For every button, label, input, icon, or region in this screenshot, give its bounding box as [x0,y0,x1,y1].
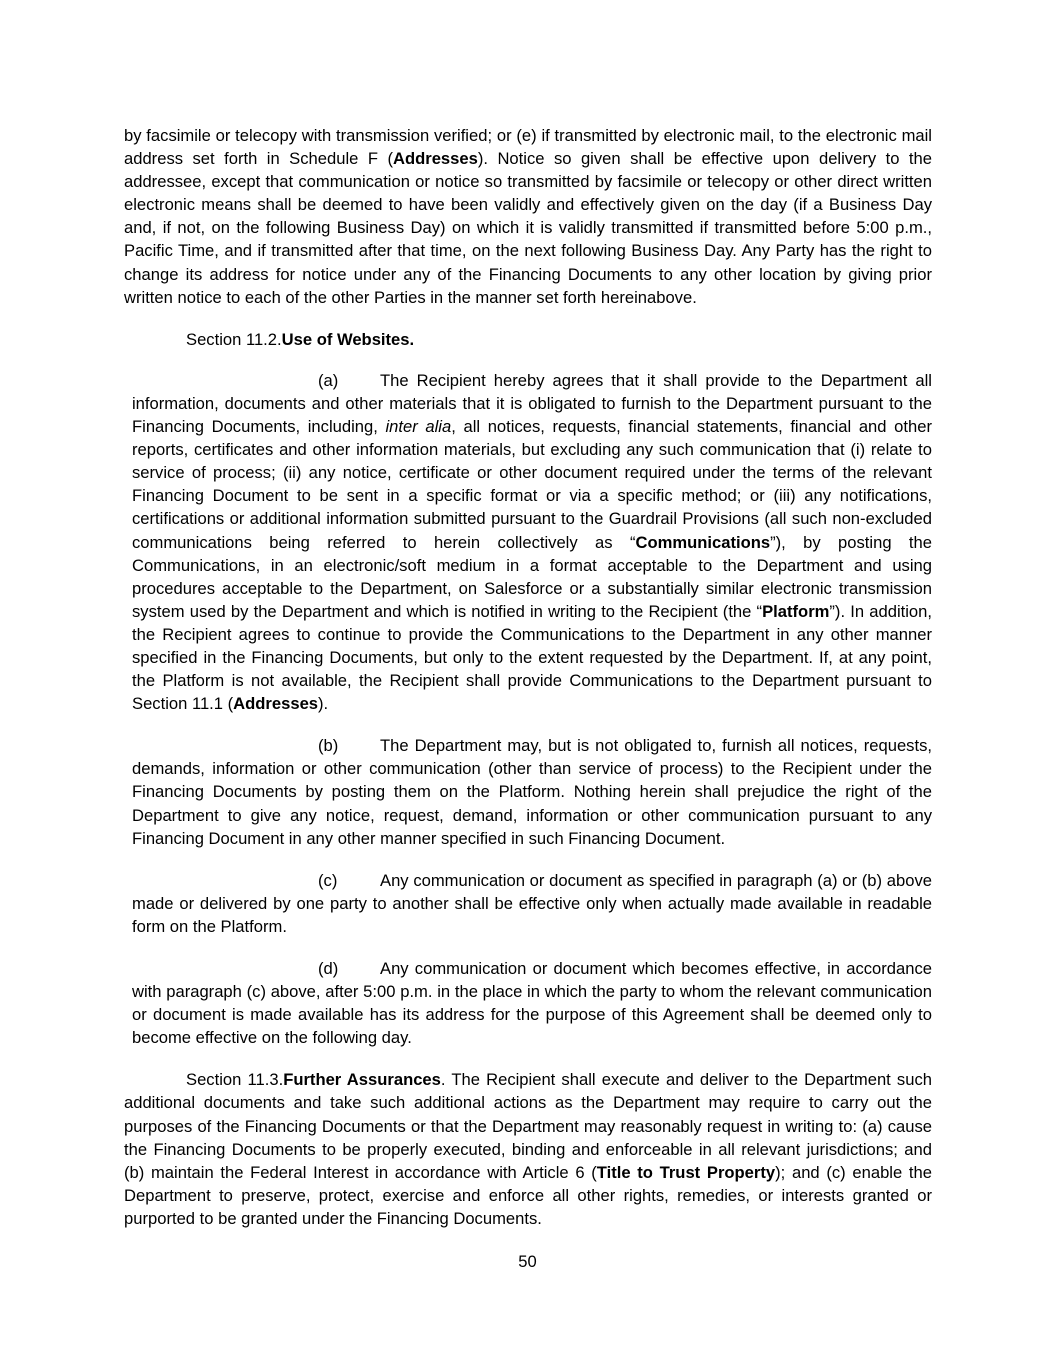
subsection-a-mark: (a) [318,370,339,390]
title-to-trust-property-term: Title to Trust Property [596,1162,776,1182]
subsection-c-text: Any communication or document as specified in paragraph (a) or (b) above made or delivered by one party to another shall be effective only when actually made available in readable form on the Platform. [132,870,932,936]
notice-text-1: by facsimile or telecopy with transmission verified; or (e) if transmitted by electronic mail, to the electronic mail address set forth in Schedule F ( [124,126,932,169]
section-11-2-number: Section 11.2. [186,329,282,349]
subsection-b-text: The Department may, but is not obligated to, furnish all notices, requests, demands, information or other communication (other than service of process) to the Recipient under the Financing Documents by posting them on the Platform. Nothing herein shall prejudice the right of the Department to give any notice, request, demand, information or other communication pursuant to any Financing Document in any other manner specified in such Financing Document. [132,736,932,848]
subsection-a-text-3: ”), by posting the Communications, in an electronic/soft medium in a format acceptable to the Department and using procedures acceptable to the Department, on Salesforce or a substantially similar electronic transmission system used by the Department and which is notified in writing to the Recipient (the “ [132,532,932,621]
inter-alia-term: inter alia [385,417,452,437]
section-11-3-number: Section 11.3. [186,1070,284,1090]
continued-notice-paragraph [124,124,932,309]
subsection-c-mark: (c) [318,870,338,890]
document-page [124,124,932,1230]
page-number: 50 [518,1252,537,1271]
section-11-3-text-1: . The Recipient shall execute and deliver to the Department such additional documents and take such additional actions as the Department may require to carry out the purposes of the Financing Documents or that the Department may reasonably request in writing to: (a) cause the Financing Documents to be properly executed, binding and enforceable in all relevant jurisdictions; and (b) maintain the Federal Interest in accordance with Article 6 ( [124,1070,932,1182]
section-11-3-paragraph [124,1068,932,1230]
subsection-d-text: Any communication or document which becomes effective, in accordance with paragraph (c) above, after 5:00 p.m. in the place in which the party to whom the relevant communication or document is made available has its address for the purpose of this Agreement shall be deemed only to become effective on the following day. [132,959,932,1048]
subsection-d [132,957,932,1049]
notice-text-2: ). Notice so given shall be effective upon delivery to the addressee, except that communication or notice so transmitted by facsimile or telecopy or other direct written electronic means shall be deemed to have been validly and effectively given on the day (if a Business Day and, if not, on the following Business Day) on which it is validly transmitted if transmitted before 5:00 p.m., Pacific Time, and if transmitted after that time, on the next following Business Day. Any Party has the right to change its address for notice under any of the Financing Documents to any other location by giving prior written notice to each of the other Parties in the manner set forth hereinabove. [124,149,932,307]
section-11-2-title: Use of Websites. [281,329,415,349]
addresses-term: Addresses [392,149,478,169]
section-11-3-title: Further Assurances [283,1070,441,1090]
addresses-reference: Addresses [233,694,319,714]
subsection-b [132,734,932,849]
subsection-a [132,369,932,715]
subsection-a-text-5: ). [318,694,329,714]
subsection-a-text-2: , all notices, requests, financial statements, financial and other reports, certificates and other information materials, but excluding any such communication that (i) relate to service of process; (ii) any notice, certificate or other document required under the terms of the relevant Financing Document to be sent in a specific format or via a specific method; or (iii) any notifications, certifications or additional information submitted pursuant to the Guardrail Provisions (all such non-excluded communications being referred to herein collectively as “ [132,417,932,552]
communications-term: Communications [635,532,771,552]
platform-term: Platform [762,601,830,621]
subsection-a-text-4: ”). In addition, the Recipient agrees to continue to provide the Communications to the Department in any other manner specified in the Financing Documents, but only to the extent requested by the Department. If, at any point, the Platform is not available, the Recipient shall provide Communications to the Department pursuant to Section 11.1 ( [132,601,932,714]
subsection-b-mark: (b) [318,736,339,756]
subsection-d-mark: (d) [318,959,339,978]
section-11-2-heading [186,328,932,351]
subsection-c [132,869,932,938]
subsection-a-text-1: The Recipient hereby agrees that it shall provide to the Department all information, documents and other materials that it is obligated to furnish to the Department pursuant to the Financing Documents, including, [132,370,932,437]
section-11-3-text-2: ); and (c) enable the Department to preserve, protect, exercise and enforce all other rights, remedies, or interests granted or purported to be granted under the Financing Documents. [124,1162,932,1228]
